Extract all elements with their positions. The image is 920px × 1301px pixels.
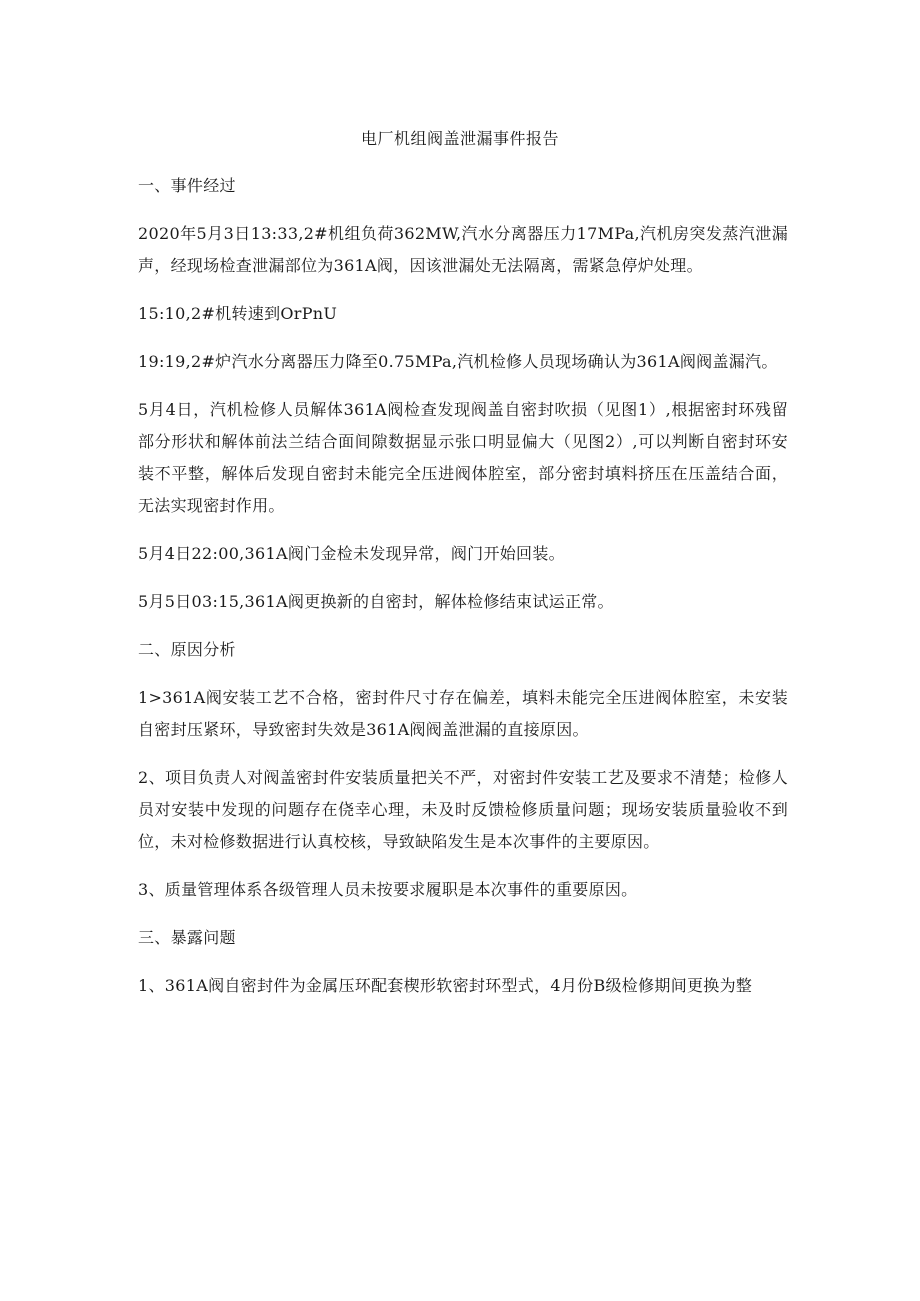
- paragraph: 2020年5月3日13:33,2#机组负荷362MW,汽水分离器压力17MPa,汽机房突发蒸汽泄漏声，经现场检查泄漏部位为361A阀，因该泄漏处无法隔离，需紧急停炉处理。: [138, 224, 788, 275]
- section-heading-exposed-problems: 三、暴露问题: [138, 928, 236, 947]
- paragraph: 19:19,2#炉汽水分离器压力降至0.75MPa,汽机检修人员现场确认为361A阀阀盖漏汽。: [138, 352, 778, 371]
- paragraph: 1>361A阀安装工艺不合格，密封件尺寸存在偏差，填料未能完全压进阀体腔室，未安装自密封压紧环，导致密封失效是361A阀阀盖泄漏的直接原因。: [138, 688, 788, 739]
- paragraph: 1、361A阀自密封件为金属压环配套楔形软密封环型式，4月份B级检修期间更换为整: [138, 976, 753, 995]
- section-heading-cause-analysis: 二、原因分析: [138, 640, 236, 659]
- paragraph: 3、质量管理体系各级管理人员未按要求履职是本次事件的重要原因。: [138, 880, 638, 899]
- paragraph: 5月4日，汽机检修人员解体361A阀检查发现阀盖自密封吹损（见图1）,根据密封环残留部分形状和解体前法兰结合面间隙数据显示张口明显偏大（见图2）,可以判断自密封环安装不平整，解体后发现自密封未能完全压进阀体腔室，部分密封填料挤压在压盖结合面，无法实现密封作用。: [138, 400, 788, 515]
- document-body: [138, 170, 788, 1018]
- document-title: 电厂机组阀盖泄漏事件报告: [360, 129, 559, 148]
- paragraph: 15:10,2#机转速到OrPnU: [138, 304, 338, 323]
- section-heading-event-process: 一、事件经过: [138, 176, 236, 195]
- paragraph: 5月5日03:15,361A阀更换新的自密封，解体检修结束试运正常。: [138, 592, 614, 611]
- paragraph: 2、项目负责人对阀盖密封件安装质量把关不严，对密封件安装工艺及要求不清楚；检修人员对安装中发现的问题存在侥幸心理，未及时反馈检修质量问题；现场安装质量验收不到位，未对检修数据进行认真校核，导致缺陷发生是本次事件的主要原因。: [138, 768, 788, 851]
- paragraph: 5月4日22:00,361A阀门金检未发现异常，阀门开始回装。: [138, 544, 565, 563]
